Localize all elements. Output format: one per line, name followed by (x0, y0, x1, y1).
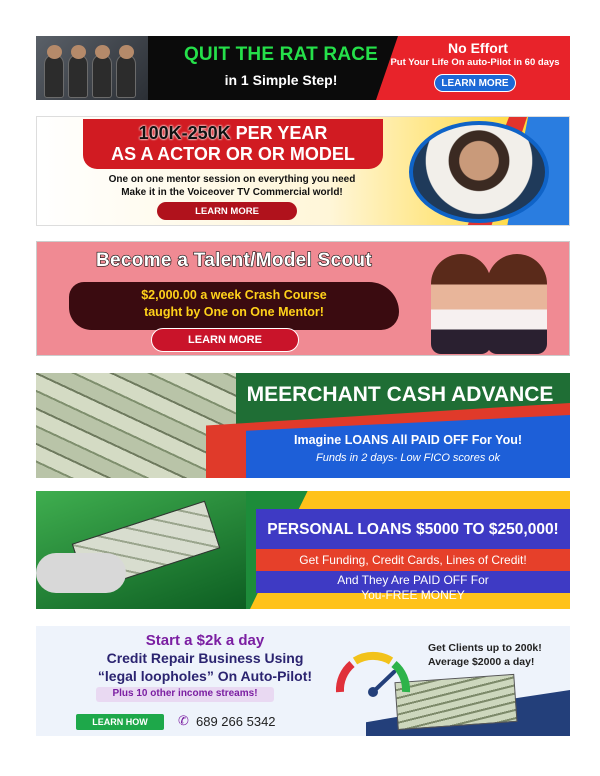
credit-repair-banner[interactable] (36, 626, 570, 736)
funds-text: Funds in 2 days- Low FICO scores ok (315, 452, 500, 464)
no-effort-heading: No Effort (448, 40, 508, 56)
mentor-text: taught by One on One Mentor! (144, 305, 324, 319)
learn-how-button[interactable]: LEARN HOW (76, 714, 164, 730)
clients-text: Get Clients up to 200k! (428, 642, 542, 654)
banner-title: PERSONAL LOANS $5000 TO $250,000! (267, 521, 559, 538)
hand-with-cash-image (36, 491, 246, 609)
banner-title: MEERCHANT CASH ADVANCE (246, 383, 554, 406)
talent-scout-banner[interactable] (36, 241, 570, 356)
income-streams-tag: Plus 10 other income streams! (96, 687, 274, 702)
rats-in-suits-image (36, 36, 148, 100)
income-headline: 100K-250K PER YEAR (138, 123, 328, 143)
model-portrait-image (409, 121, 549, 223)
autopilot-text: Put Your Life On auto-Pilot in 60 days (390, 57, 560, 68)
phone-icon: ✆ (178, 713, 189, 728)
learn-more-button[interactable]: LEARN MORE (151, 328, 299, 352)
learn-more-button[interactable]: LEARN MORE (157, 202, 297, 220)
banner-title: Become a Talent/Model Scout (96, 250, 372, 271)
credit-gauge-icon (328, 634, 418, 724)
mentor-text: One on one mentor session on everything you need (108, 174, 356, 185)
average-text: Average $2000 a day! (428, 656, 535, 668)
two-women-image (409, 246, 559, 354)
loans-paid-off-text: Imagine LOANS All PAID OFF For You! (293, 433, 522, 447)
quit-rat-race-banner[interactable] (36, 36, 570, 100)
actor-model-headline: AS A ACTOR OR OR MODEL (111, 144, 355, 164)
banner-subtitle: in 1 Simple Step! (224, 72, 338, 88)
headline-line-2: Credit Repair Business Using (106, 650, 304, 666)
phone-number[interactable]: 689 266 5342 (196, 714, 276, 729)
actor-model-banner[interactable] (36, 116, 570, 226)
banner-title: QUIT THE RAT RACE (183, 44, 379, 65)
merchant-cash-advance-banner[interactable] (36, 373, 570, 478)
learn-more-button[interactable]: LEARN MORE (434, 74, 516, 92)
personal-loans-banner[interactable] (36, 491, 570, 609)
crash-course-text: $2,000.00 a week Crash Course (141, 288, 327, 302)
headline-line-3: “legal loopholes” On Auto-Pilot! (97, 668, 313, 684)
headline-line-1: Start a $2k a day (145, 632, 265, 649)
funding-text: Get Funding, Credit Cards, Lines of Credit! (256, 549, 570, 571)
voiceover-text: Make it in the Voiceover TV Commercial world! (121, 187, 343, 198)
paid-off-text: And They Are PAID OFF For (337, 573, 489, 587)
free-money-text: You-FREE MONEY (361, 588, 465, 602)
